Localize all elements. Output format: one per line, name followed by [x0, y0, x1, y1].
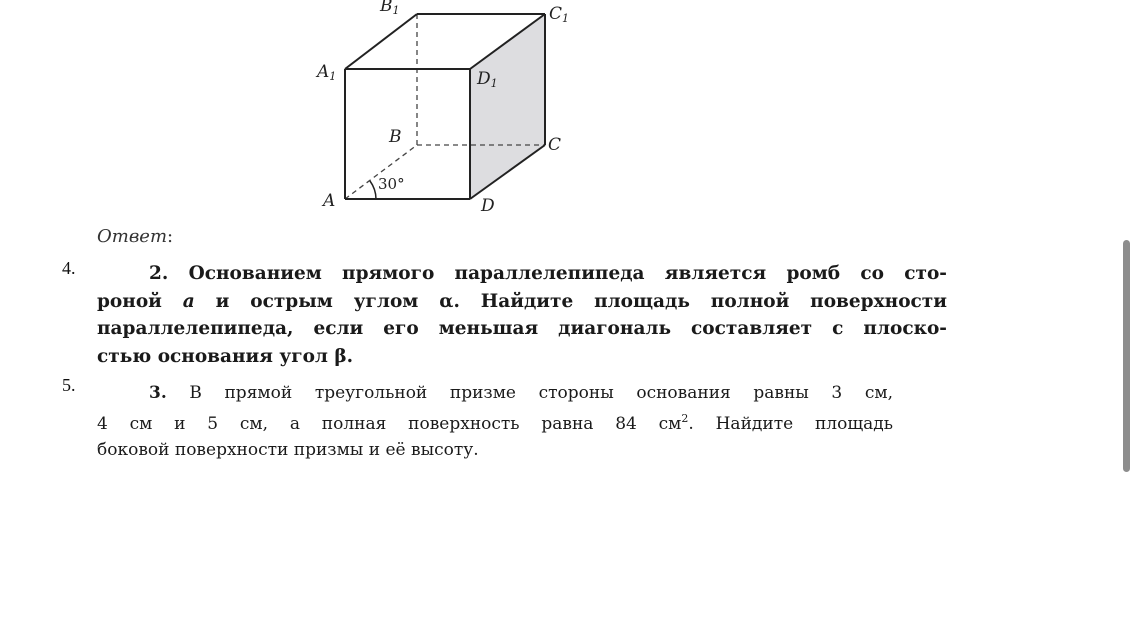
problem-line: боковой поверхности призмы и её высоту. — [97, 440, 479, 460]
vertex-label-A: A — [323, 191, 336, 211]
vertex-label-D: D — [481, 196, 495, 216]
variable-a: a — [182, 290, 195, 312]
vertex-label-A1: $A_1$ — [317, 62, 337, 83]
vertical-scrollbar[interactable] — [1123, 240, 1130, 472]
problem-line: роной a и острым углом α. Найдите площадь полной поверхности — [97, 290, 947, 312]
parallelepiped-figure — [300, 0, 600, 220]
vertex-label-B1: $B_1$ — [380, 0, 400, 17]
problem-line: 4 см и 5 см, а полная поверхность равна 84 $см^2$. Найдите площадь — [97, 412, 893, 434]
problem-line: 3. В прямой треугольной призме стороны основания равны 3 см, — [149, 383, 893, 403]
vertex-label-C1: $C_1$ — [549, 4, 570, 25]
list-number: 5. — [62, 375, 76, 395]
problem-number: 2. — [149, 263, 169, 284]
list-number: 4. — [62, 258, 76, 278]
edge-A1-B1 — [345, 14, 417, 69]
problem-number: 3. — [149, 383, 167, 403]
angle-label: 30° — [378, 175, 405, 193]
vertex-label-C: C — [548, 135, 562, 155]
problem-line: параллелепипеда, если его меньшая диагональ составляет с плоско- — [97, 318, 947, 339]
problem-2-text — [97, 260, 947, 370]
answer-label: Ответ: — [97, 226, 174, 247]
vertex-label-B: B — [389, 127, 402, 147]
superscript-two: 2 — [681, 412, 689, 425]
vertex-label-D1: $D_1$ — [477, 69, 498, 90]
problem-3-text — [97, 380, 893, 463]
problem-line: 2. Основанием прямого параллелепипеда является ромб со сто- — [149, 263, 947, 284]
parallelepiped-drawing — [300, 0, 600, 220]
angle-arc — [370, 181, 376, 199]
problem-line: стью основания угол β. — [97, 345, 354, 367]
